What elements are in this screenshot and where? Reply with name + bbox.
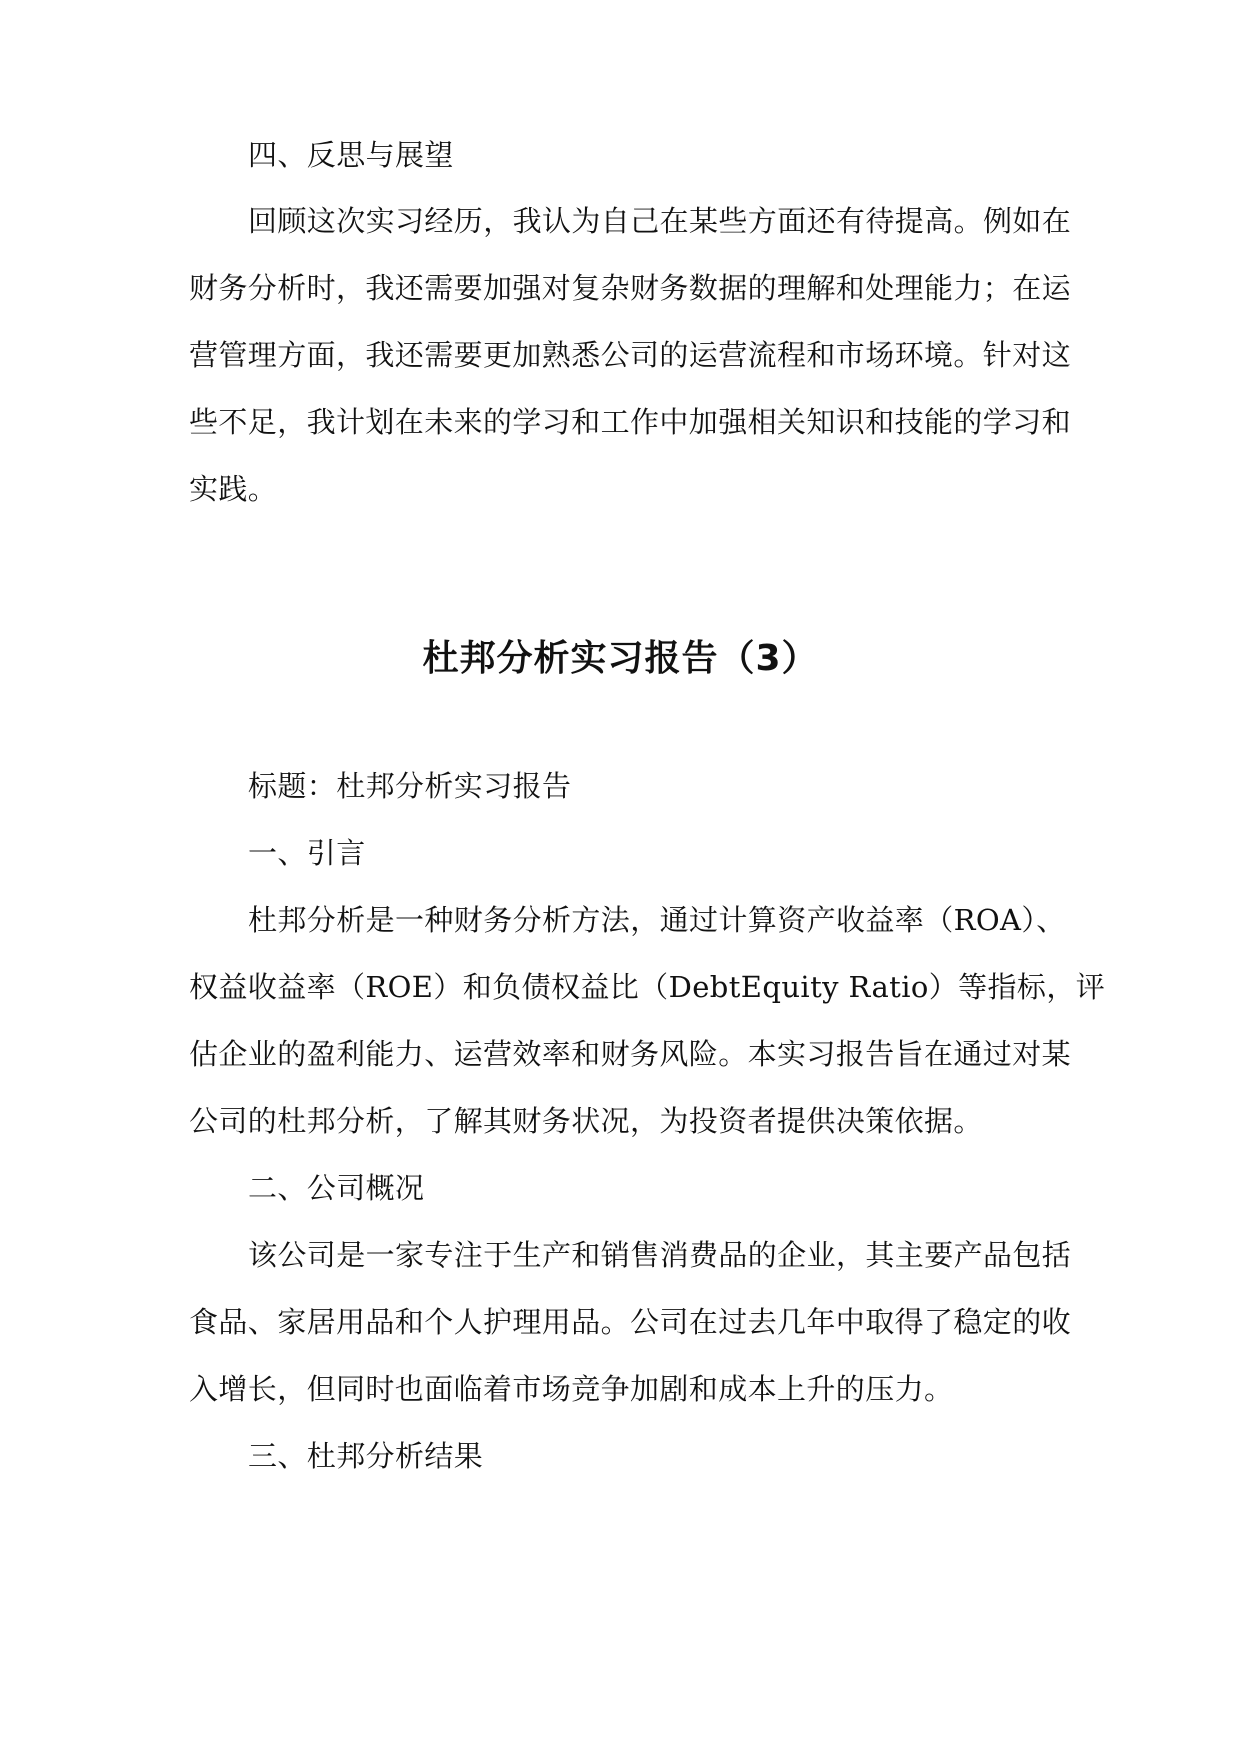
paragraph-line: 该公司是一家专注于生产和销售消费品的企业，其主要产品包括 [248,1238,1072,1272]
paragraph-line: 食品、家居用品和个人护理用品。公司在过去几年中取得了稳定的收 [189,1305,1072,1339]
paragraph-line: 回顾这次实习经历，我认为自己在某些方面还有待提高。例如在 [248,204,1072,238]
paragraph-line: 估企业的盈利能力、运营效率和财务风险。本实习报告旨在通过对某 [189,1037,1072,1071]
paragraph-line: 权益收益率（ROE）和负债权益比（DebtEquity Ratio）等指标，评 [189,970,1106,1004]
section-heading-intro: 一、引言 [248,836,366,870]
section-heading-results: 三、杜邦分析结果 [248,1439,484,1473]
paragraph-line: 杜邦分析是一种财务分析方法，通过计算资产收益率（ROA）、 [248,903,1066,937]
paragraph-line: 些不足，我计划在未来的学习和工作中加强相关知识和技能的学习和 [189,405,1072,439]
section-heading-company: 二、公司概况 [248,1171,425,1205]
report-title: 杜邦分析实习报告（3） [422,638,819,679]
paragraph-line: 财务分析时，我还需要加强对复杂财务数据的理解和处理能力；在运 [189,271,1072,305]
paragraph-line: 公司的杜邦分析，了解其财务状况，为投资者提供决策依据。 [189,1104,983,1138]
section-heading-reflection: 四、反思与展望 [248,138,454,172]
paragraph-line: 入增长，但同时也面临着市场竞争加剧和成本上升的压力。 [189,1372,954,1406]
report-subtitle: 标题：杜邦分析实习报告 [248,769,572,803]
paragraph-line: 实践。 [189,472,278,506]
paragraph-line: 营管理方面，我还需要更加熟悉公司的运营流程和市场环境。针对这 [189,338,1072,372]
